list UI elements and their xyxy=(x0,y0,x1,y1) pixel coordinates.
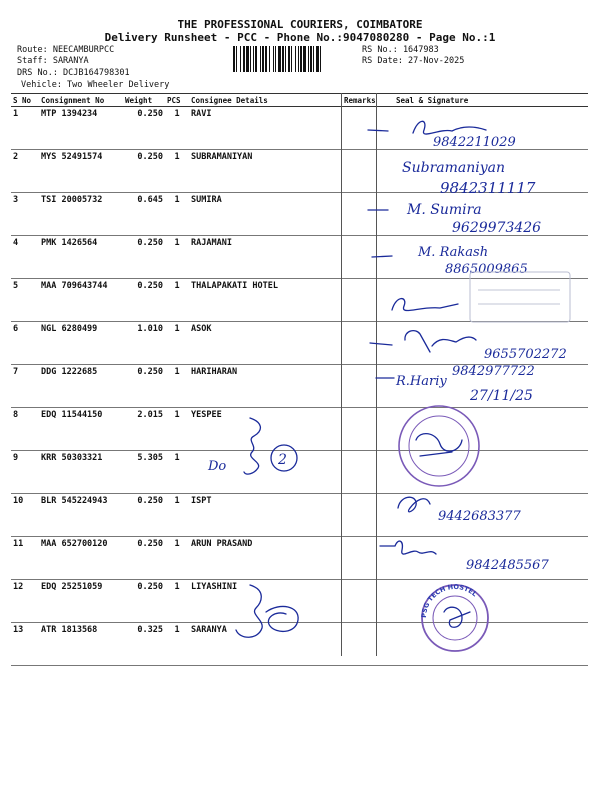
cell-weight: 0.250 xyxy=(123,236,165,279)
name-row-3: M. Sumira xyxy=(407,202,482,218)
cell-weight: 0.645 xyxy=(123,193,165,236)
cell-pcs: 1 xyxy=(165,494,189,537)
signature-row-6 xyxy=(405,331,567,362)
phone-row-11: 9842485567 xyxy=(466,558,549,573)
cell-consignee: RAJAMANI xyxy=(189,236,342,279)
cell-consignee: RAVI xyxy=(189,107,342,150)
signature-row-11 xyxy=(380,541,549,573)
signature-row-2 xyxy=(402,160,536,197)
cell-sno: 12 xyxy=(11,580,39,623)
company-title: THE PROFESSIONAL COURIERS, COIMBATORE xyxy=(177,18,423,31)
cell-consignment: EDQ 25251059 xyxy=(39,580,123,623)
route-label: Route: NEECAMBURPCC xyxy=(17,45,115,55)
col-remarks: Remarks xyxy=(344,95,376,105)
cell-sno: 2 xyxy=(11,150,39,193)
signature-row-10 xyxy=(398,497,521,524)
cell-weight: 1.010 xyxy=(123,322,165,365)
col-pcs: PCS xyxy=(165,94,189,107)
cell-consignment: EDQ 11544150 xyxy=(39,408,123,451)
cell-consignment: MTP 1394234 xyxy=(39,107,123,150)
cell-sno: 9 xyxy=(11,451,39,494)
col-consignment: Consignment No xyxy=(39,94,123,107)
cell-consignment: PMK 1426564 xyxy=(39,236,123,279)
ditto-row-9: Do xyxy=(208,459,227,474)
cell-pcs: 1 xyxy=(165,236,189,279)
cell-pcs: 1 xyxy=(165,322,189,365)
cell-consignment: ATR 1813568 xyxy=(39,623,123,666)
col-weight: Weight xyxy=(123,94,165,107)
phone-row-3: 9629973426 xyxy=(452,220,542,236)
cell-consignee: THALAPAKATI HOTEL xyxy=(189,279,342,322)
scribble-row-13 xyxy=(236,585,298,637)
vehicle-label: Vehicle: Two Wheeler Delivery xyxy=(21,80,170,90)
scribble-row-9 xyxy=(207,418,297,474)
drs-number: DRS No.: DCJB164798301 xyxy=(17,68,130,78)
rs-number: RS No.: 1647983 xyxy=(362,45,439,55)
cell-consignment: TSI 20005732 xyxy=(39,193,123,236)
cell-consignment: DDG 1222685 xyxy=(39,365,123,408)
phone-row-7: 9842977722 xyxy=(452,364,535,379)
cell-weight: 0.250 xyxy=(123,494,165,537)
cell-sno: 4 xyxy=(11,236,39,279)
remark-dash-marks xyxy=(368,130,394,378)
cell-pcs: 1 xyxy=(165,365,189,408)
round-seal-row-8 xyxy=(399,406,479,486)
col-signature: Seal & Signature xyxy=(376,94,588,107)
cell-consignee: SUBRAMANIYAN xyxy=(189,150,342,193)
cell-consignee: LIYASHINI xyxy=(189,580,342,623)
cell-sno: 7 xyxy=(11,365,39,408)
cell-weight: 0.250 xyxy=(123,279,165,322)
cell-consignee: SARANYA xyxy=(189,623,342,666)
cell-pcs: 1 xyxy=(165,408,189,451)
cell-pcs: 1 xyxy=(165,193,189,236)
psg-stamp-text: PSG TECH HOSTEL xyxy=(419,582,479,619)
cell-consignee: ASOK xyxy=(189,322,342,365)
cell-consignment: NGL 6280499 xyxy=(39,322,123,365)
name-row-7: R.Hariy xyxy=(396,374,447,389)
cell-sno: 10 xyxy=(11,494,39,537)
phone-row-10: 9442683377 xyxy=(438,509,521,524)
cell-weight: 5.305 xyxy=(123,451,165,494)
signature-row-1 xyxy=(413,121,516,150)
cell-pcs: 1 xyxy=(165,451,189,494)
col-sno: S No xyxy=(11,94,39,107)
cell-weight: 0.250 xyxy=(123,107,165,150)
date-row-7: 27/11/25 xyxy=(470,388,533,404)
cell-consignee: YESPEE xyxy=(189,408,342,451)
phone-row-6: 9655702272 xyxy=(484,347,567,362)
cell-pcs: 1 xyxy=(165,537,189,580)
cell-sno: 8 xyxy=(11,408,39,451)
col-consignee: Consignee Details xyxy=(189,94,342,107)
hotel-stamp-row-5 xyxy=(392,272,570,322)
cell-consignee: HARIHARAN xyxy=(189,365,342,408)
cell-weight: 0.250 xyxy=(123,537,165,580)
cell-weight: 2.015 xyxy=(123,408,165,451)
cell-sno: 13 xyxy=(11,623,39,666)
cell-consignment: BLR 545224943 xyxy=(39,494,123,537)
cell-pcs: 1 xyxy=(165,107,189,150)
signature-row-7 xyxy=(395,364,535,404)
name-row-4: M. Rakash xyxy=(418,245,489,260)
cell-weight: 0.325 xyxy=(123,623,165,666)
cell-consignee: SUMIRA xyxy=(189,193,342,236)
cell-weight: 0.250 xyxy=(123,580,165,623)
cell-sno: 6 xyxy=(11,322,39,365)
cell-sno: 1 xyxy=(11,107,39,150)
cell-consignment: MYS 52491574 xyxy=(39,150,123,193)
cell-pcs: 1 xyxy=(165,279,189,322)
cell-sno: 3 xyxy=(11,193,39,236)
cell-consignment: KRR 50303321 xyxy=(39,451,123,494)
svg-text:2: 2 xyxy=(278,452,287,468)
phone-row-4: 8865009865 xyxy=(445,262,528,277)
cell-weight: 0.250 xyxy=(123,365,165,408)
phone-row-1: 9842211029 xyxy=(433,135,516,150)
cell-pcs: 1 xyxy=(165,150,189,193)
cell-sno: 11 xyxy=(11,537,39,580)
runsheet-subtitle: Delivery Runsheet - PCC - Phone No.:9047080280 - Page No.:1 xyxy=(104,31,496,44)
staff-label: Staff: SARANYA xyxy=(17,56,89,66)
signature-row-3 xyxy=(406,202,541,236)
cell-consignee: ISPT xyxy=(189,494,342,537)
cell-consignment: MAA 709643744 xyxy=(39,279,123,322)
name-row-2: Subramaniyan xyxy=(402,160,505,176)
cell-consignee: ARUN PRASAND xyxy=(189,537,342,580)
phone-row-2: 9842311117 xyxy=(440,179,536,197)
cell-pcs: 1 xyxy=(165,623,189,666)
psg-tech-hostel-stamp xyxy=(420,583,488,651)
cell-consignment: MAA 652700120 xyxy=(39,537,123,580)
cell-weight: 0.250 xyxy=(123,150,165,193)
cell-pcs: 1 xyxy=(165,580,189,623)
cell-sno: 5 xyxy=(11,279,39,322)
rs-date: RS Date: 27-Nov-2025 xyxy=(362,56,465,66)
